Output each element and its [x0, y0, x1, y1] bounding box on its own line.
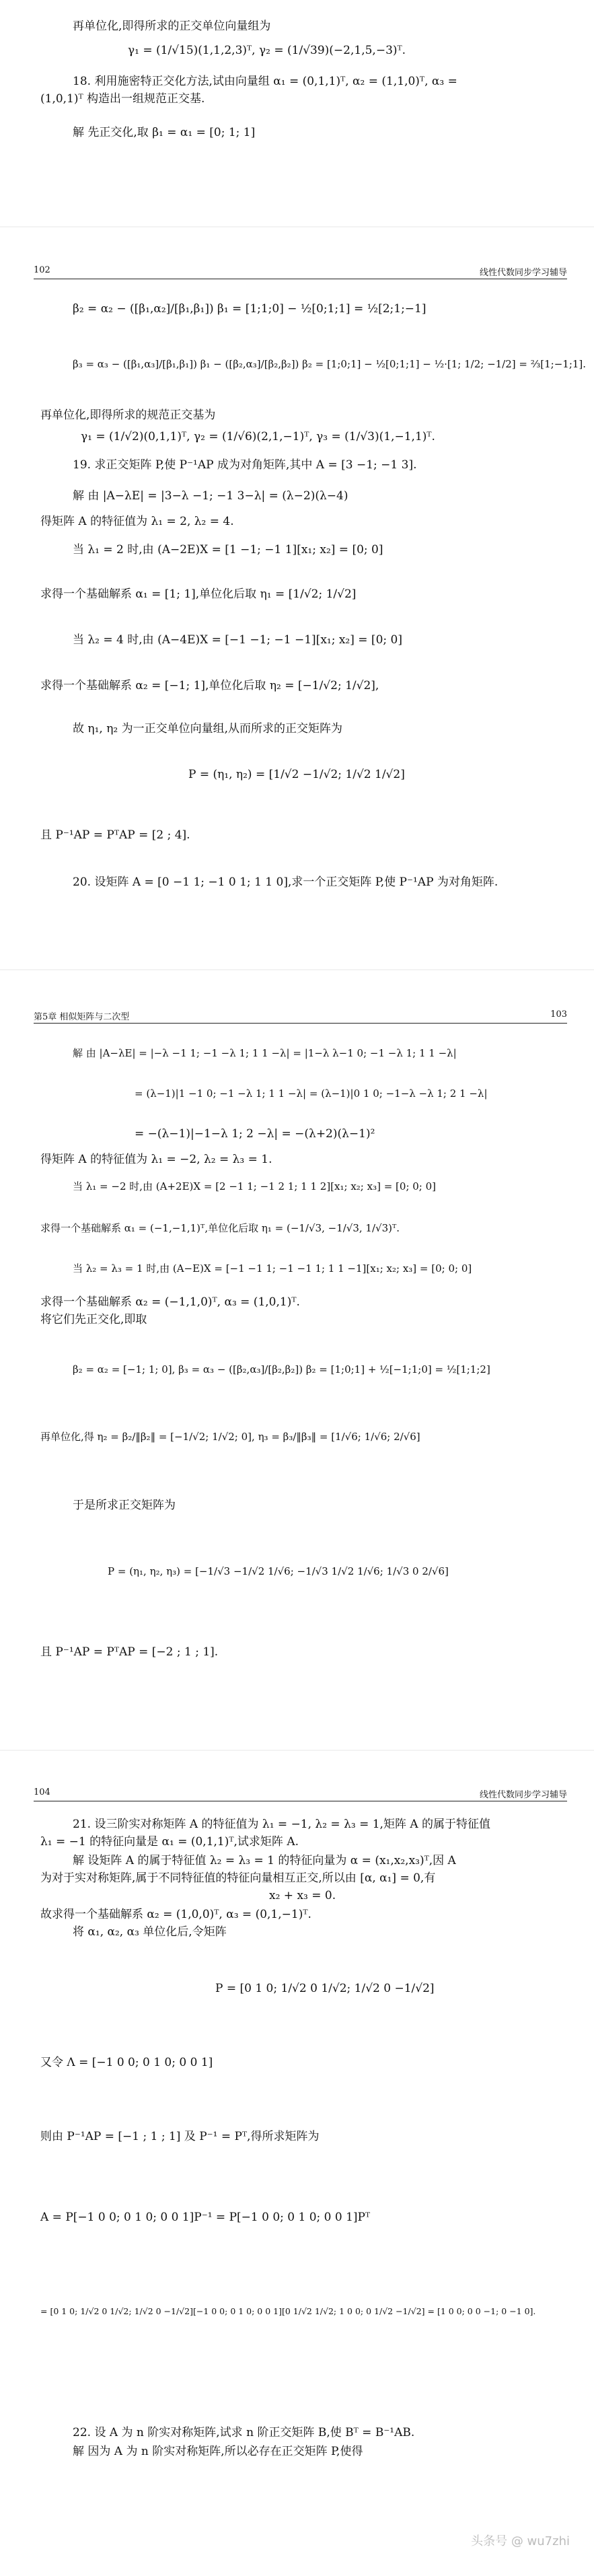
- formula-line: 且 P⁻¹AP = PᵀAP = [2 ; 4].: [40, 828, 190, 842]
- problem-20: 20. 设矩阵 A = [0 −1 1; −1 0 1; 1 1 0],求一个正交矩阵 P,使 P⁻¹AP 为对角矩阵.: [73, 875, 498, 889]
- page-header: [34, 265, 567, 279]
- formula-line: 当 λ₂ = λ₃ = 1 时,由 (A−E)X = [−1 −1 1; −1 −1 1; 1 1 −1][x₁; x₂; x₃] = [0; 0; 0]: [73, 1262, 472, 1275]
- text-line: 为对于实对称矩阵,属于不同特征值的特征向量相互正交,所以由 [α, α₁] = 0,有: [40, 1871, 436, 1885]
- chapter-title: 第5章 相似矩阵与二次型: [34, 1012, 130, 1022]
- formula-line: = (λ−1)|1 −1 0; −1 −λ 1; 1 1 −λ| = (λ−1)|0 1 0; −1−λ −λ 1; 2 1 −λ|: [135, 1087, 488, 1100]
- page-4: [0, 1752, 594, 2576]
- formula-line: 当 λ₁ = 2 时,由 (A−2E)X = [1 −1; −1 1][x₁; x₂] = [0; 0]: [73, 543, 383, 557]
- text-line: (1,0,1)ᵀ 构造出一组规范正交基.: [40, 92, 205, 106]
- formula-line: 求得一个基础解系 α₁ = (−1,−1,1)ᵀ,单位化后取 η₁ = (−1/√3, −1/√3, 1/√3)ᵀ.: [40, 1222, 400, 1234]
- formula-line: γ₁ = (1/√15)(1,1,2,3)ᵀ, γ₂ = (1/√39)(−2,1,5,−3)ᵀ.: [128, 44, 406, 57]
- solution-line: 解 先正交化,取 β₁ = α₁ = [0; 1; 1]: [73, 126, 256, 139]
- page-divider: [0, 1750, 594, 1751]
- problem-19: 19. 求正交矩阵 P,使 P⁻¹AP 成为对角矩阵,其中 A = [3 −1; −1 3].: [73, 458, 417, 472]
- page-header: [34, 1787, 567, 1801]
- page-divider: [0, 226, 594, 227]
- text-line: 再单位化,即得所求的规范正交基为: [40, 408, 216, 422]
- problem-18: 18. 利用施密特正交化方法,试由向量组 α₁ = (0,1,1)ᵀ, α₂ = (1,1,0)ᵀ, α₃ =: [73, 75, 457, 88]
- solution-line: 解 因为 A 为 n 阶实对称矩阵,所以必存在正交矩阵 P,使得: [73, 2445, 363, 2458]
- text-line: 于是所求正交矩阵为: [73, 1499, 176, 1512]
- running-title: 线性代数同步学习辅导: [479, 1790, 567, 1800]
- formula-line: β₃ = α₃ − ([β₁,α₃]/[β₁,β₁]) β₁ − ([β₂,α₃]/[β₂,β₂]) β₂ = [1;0;1] − ½[0;1;1] − ½·[1; 1/2; −1/2] = ⅔[1;−1;1].: [73, 358, 587, 370]
- problem-21: 21. 设三阶实对称矩阵 A 的特征值为 λ₁ = −1, λ₂ = λ₃ = 1,矩阵 A 的属于特征值: [73, 1818, 491, 1831]
- text-line: λ₁ = −1 的特征向量是 α₁ = (0,1,1)ᵀ,试求矩阵 A.: [40, 1835, 299, 1849]
- page-header: [34, 1009, 567, 1024]
- page-number: 103: [550, 1009, 567, 1019]
- formula-line: 又令 Λ = [−1 0 0; 0 1 0; 0 0 1]: [40, 2056, 213, 2069]
- formula-line: P = [0 1 0; 1/√2 0 1/√2; 1/√2 0 −1/√2]: [215, 1982, 435, 1995]
- text-line: 再单位化,即得所求的正交单位向量组为: [73, 20, 271, 33]
- formula-line: = [0 1 0; 1/√2 0 1/√2; 1/√2 0 −1/√2][−1 0 0; 0 1 0; 0 0 1][0 1/√2 1/√2; 1 0 0; 0 1/√2 −1/√2] = [1 0 0; 0 0 −1; 0 −1 0].: [40, 2306, 536, 2316]
- formula-line: 解 由 |A−λE| = |−λ −1 1; −1 −λ 1; 1 1 −λ| = |1−λ λ−1 0; −1 −λ 1; 1 1 −λ|: [73, 1047, 457, 1059]
- page-number: 102: [34, 265, 50, 275]
- text-line: 将它们先正交化,即取: [40, 1313, 147, 1326]
- formula-line: β₂ = α₂ − ([β₁,α₂]/[β₁,β₁]) β₁ = [1;1;0] − ½[0;1;1] = ½[2;1;−1]: [73, 302, 426, 316]
- running-title: 线性代数同步学习辅导: [479, 268, 567, 278]
- problem-22: 22. 设 A 为 n 阶实对称矩阵,试求 n 阶正交矩阵 B,使 Bᵀ = B⁻¹AB.: [73, 2426, 415, 2439]
- text-line: 得矩阵 A 的特征值为 λ₁ = 2, λ₂ = 4.: [40, 515, 234, 528]
- formula-line: A = P[−1 0 0; 0 1 0; 0 0 1]P⁻¹ = P[−1 0 0; 0 1 0; 0 0 1]Pᵀ: [40, 2211, 371, 2224]
- page-3: [0, 972, 594, 1732]
- page-1: [0, 0, 594, 202]
- formula-line: 再单位化,得 η₂ = β₂/‖β₂‖ = [−1/√2; 1/√2; 0], η₃ = β₃/‖β₃‖ = [1/√6; 1/√6; 2/√6]: [40, 1431, 420, 1443]
- formula-line: P = (η₁, η₂) = [1/√2 −1/√2; 1/√2 1/√2]: [188, 768, 405, 781]
- formula-line: 求得一个基础解系 α₂ = [−1; 1],单位化后取 η₂ = [−1/√2; 1/√2],: [40, 679, 379, 692]
- formula-line: 当 λ₁ = −2 时,由 (A+2E)X = [2 −1 1; −1 2 1; 1 1 2][x₁; x₂; x₃] = [0; 0; 0]: [73, 1180, 437, 1192]
- text-line: 求得一个基础解系 α₂ = (−1,1,0)ᵀ, α₃ = (1,0,1)ᵀ.: [40, 1295, 300, 1309]
- formula-line: γ₁ = (1/√2)(0,1,1)ᵀ, γ₂ = (1/√6)(2,1,−1)ᵀ, γ₃ = (1/√3)(1,−1,1)ᵀ.: [81, 430, 435, 443]
- formula-line: 求得一个基础解系 α₁ = [1; 1],单位化后取 η₁ = [1/√2; 1/√2]: [40, 587, 357, 601]
- page-number: 104: [34, 1787, 50, 1797]
- text-line: 得矩阵 A 的特征值为 λ₁ = −2, λ₂ = λ₃ = 1.: [40, 1153, 272, 1166]
- formula-line: β₂ = α₂ = [−1; 1; 0], β₃ = α₃ − ([β₂,α₃]/[β₂,β₂]) β₂ = [1;0;1] + ½[−1;1;0] = ½[1;1;2]: [73, 1363, 490, 1375]
- formula-line: P = (η₁, η₂, η₃) = [−1/√3 −1/√2 1/√6; −1/√3 1/√2 1/√6; 1/√3 0 2/√6]: [108, 1565, 449, 1577]
- solution-line: 解 设矩阵 A 的属于特征值 λ₂ = λ₃ = 1 的特征向量为 α = (x₁,x₂,x₃)ᵀ,因 A: [73, 1854, 456, 1867]
- page-2: [0, 229, 594, 956]
- text-line: 故 η₁, η₂ 为一正交单位向量组,从而所求的正交矩阵为: [73, 722, 343, 736]
- solution-line: 解 由 |A−λE| = |3−λ −1; −1 3−λ| = (λ−2)(λ−4): [73, 489, 348, 503]
- formula-line: 则由 P⁻¹AP = [−1 ; 1 ; 1] 及 P⁻¹ = Pᵀ,得所求矩阵为: [40, 2130, 320, 2143]
- text-line: 将 α₁, α₂, α₃ 单位化后,令矩阵: [73, 1925, 227, 1939]
- watermark: 头条号 @ wu7zhi: [471, 2534, 570, 2548]
- formula-line: x₂ + x₃ = 0.: [269, 1889, 336, 1902]
- page-divider: [0, 969, 594, 970]
- text-line: 故求得一个基础解系 α₂ = (1,0,0)ᵀ, α₃ = (0,1,−1)ᵀ.: [40, 1908, 311, 1921]
- formula-line: 且 P⁻¹AP = PᵀAP = [−2 ; 1 ; 1].: [40, 1645, 219, 1659]
- formula-line: = −(λ−1)|−1−λ 1; 2 −λ| = −(λ+2)(λ−1)²: [135, 1127, 375, 1141]
- formula-line: 当 λ₂ = 4 时,由 (A−4E)X = [−1 −1; −1 −1][x₁; x₂] = [0; 0]: [73, 633, 402, 647]
